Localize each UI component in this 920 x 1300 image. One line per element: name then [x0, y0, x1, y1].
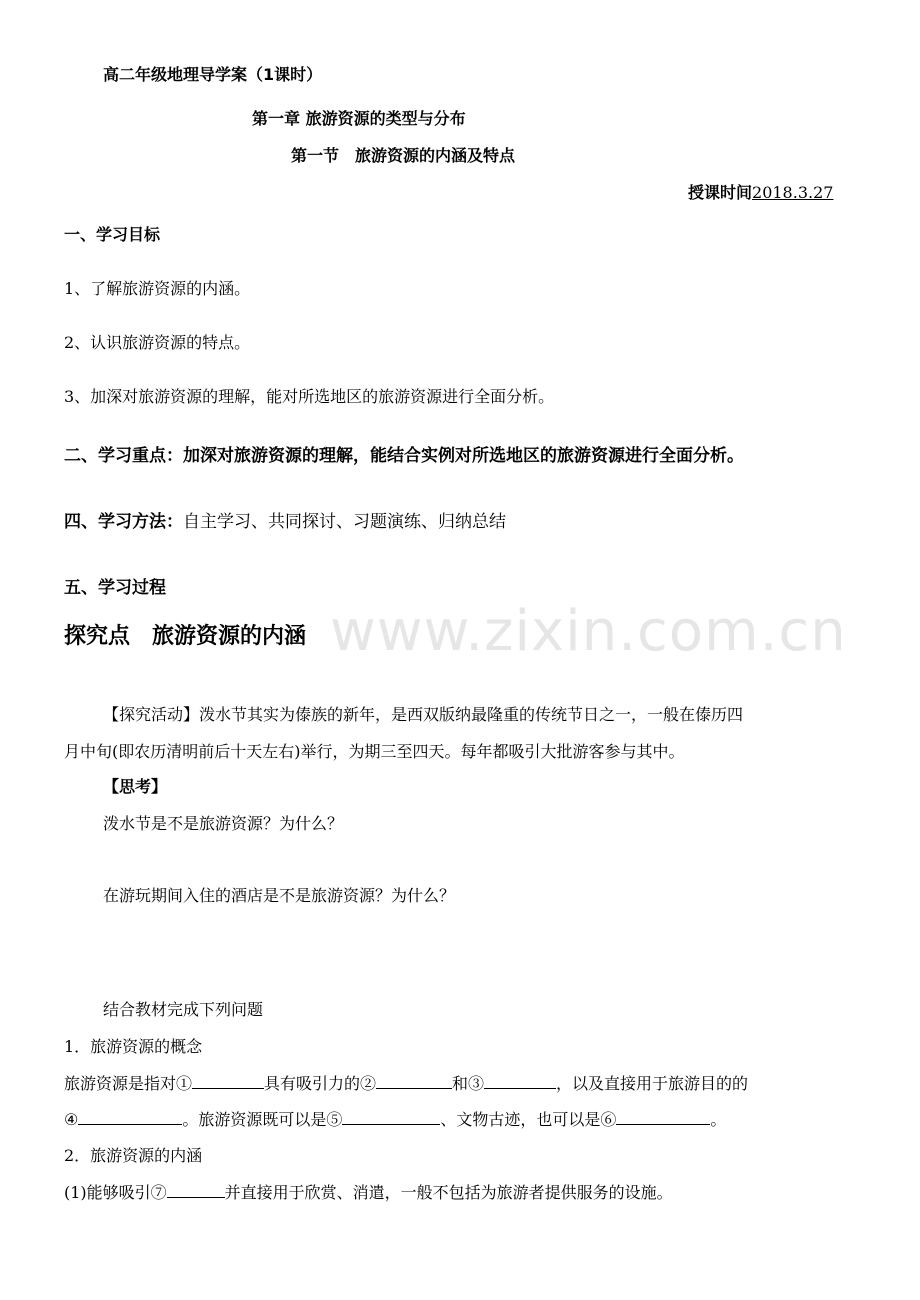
blank-4[interactable] — [78, 1108, 182, 1125]
item2-title: 2．旅游资源的内涵 — [64, 1146, 203, 1165]
item2-line-1 — [64, 1181, 673, 1204]
item1-title: 1．旅游资源的概念 — [64, 1037, 203, 1056]
objectives-heading: 一、学习目标 — [64, 225, 161, 244]
item2-text-b: 并直接用于欣赏、消遣，一般不包括为旅游者提供服务的设施。 — [224, 1183, 673, 1202]
activity-line-2: 月中旬(即农历清明前后十天左右)举行，为期三至四天。每年都吸引大批游客参与其中。 — [64, 742, 685, 761]
item1-text-f: 。旅游资源既可以是⑤ — [182, 1110, 343, 1129]
blank-3[interactable] — [484, 1072, 556, 1089]
objective-item: 3、加深对旅游资源的理解，能对所选地区的旅游资源进行全面分析。 — [64, 387, 555, 406]
blank-5[interactable] — [342, 1108, 440, 1125]
item1-text-c: 和③ — [452, 1074, 485, 1093]
chapter-title: 第一章 旅游资源的类型与分布 — [252, 109, 466, 128]
item1-line-1 — [64, 1072, 748, 1095]
key-points: 二、学习重点：加深对旅游资源的理解，能结合实例对所选地区的旅游资源进行全面分析。 — [64, 446, 744, 466]
methods-text: 自主学习、共同探讨、习题演练、归纳总结 — [183, 512, 506, 532]
item1-line-2 — [64, 1108, 726, 1131]
item1-text-b: 具有吸引力的② — [264, 1074, 377, 1093]
explore-title: 探究点 旅游资源的内涵 — [64, 624, 307, 649]
item1-text-e: ④ — [64, 1110, 79, 1129]
blank-2[interactable] — [376, 1072, 452, 1089]
think-label: 【思考】 — [103, 777, 168, 796]
study-methods — [64, 511, 506, 533]
blank-6[interactable] — [616, 1108, 710, 1125]
methods-label: 四、学习方法： — [64, 512, 183, 532]
watermark: www.zixin.com.cn — [330, 599, 847, 664]
question-1: 泼水节是不是旅游资源？为什么？ — [103, 814, 344, 833]
lesson-date — [688, 182, 833, 205]
item1-text-d: ，以及直接用于旅游目的的 — [556, 1074, 749, 1093]
item1-text-h: 。 — [710, 1110, 727, 1129]
blank-1[interactable] — [192, 1072, 264, 1089]
item1-text-a: 旅游资源是指对① — [64, 1074, 193, 1093]
question-2: 在游玩期间入住的酒店是不是旅游资源？为什么？ — [103, 886, 456, 905]
item1-text-g: 、文物古迹，也可以是⑥ — [440, 1110, 617, 1129]
objective-item: 2、认识旅游资源的特点。 — [64, 333, 251, 352]
objective-item: 1、了解旅游资源的内涵。 — [64, 279, 251, 298]
section-title: 第一节 旅游资源的内涵及特点 — [291, 146, 516, 165]
process-heading: 五、学习过程 — [64, 578, 166, 598]
item2-text-a: (1)能够吸引⑦ — [64, 1183, 167, 1202]
blank-7[interactable] — [167, 1181, 225, 1198]
doc-title: 高二年级地理导学案（1课时） — [103, 65, 323, 84]
date-label: 授课时间 — [688, 183, 753, 202]
date-value: 2018.3.27 — [752, 183, 834, 202]
exercise-intro: 结合教材完成下列问题 — [103, 1000, 264, 1019]
activity-line-1: 【探究活动】泼水节其实为傣族的新年，是西双版纳最隆重的传统节日之一，一般在傣历四 — [103, 705, 744, 724]
